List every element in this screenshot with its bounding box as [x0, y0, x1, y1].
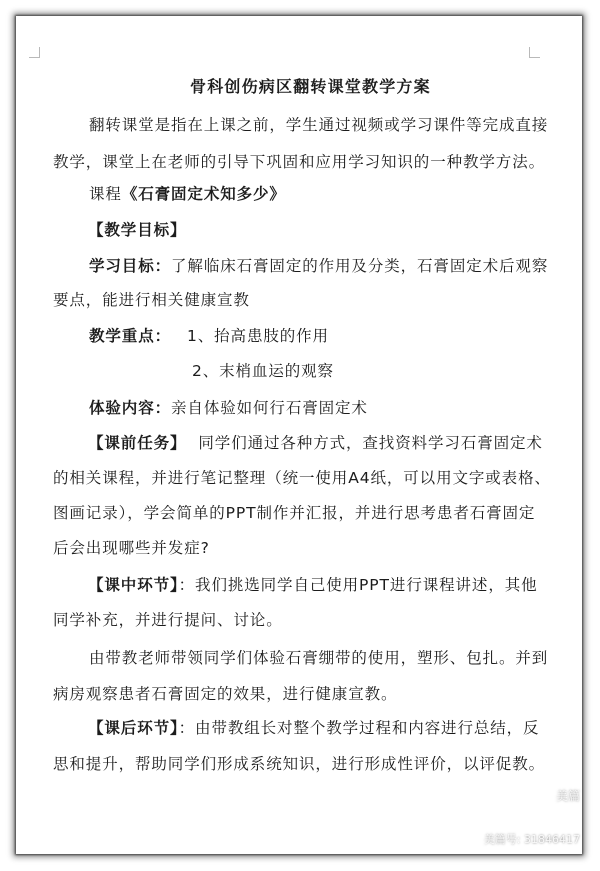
experience-text: 亲自体验如何行石膏固定术 — [171, 399, 368, 417]
learning-objective-text: 了解临床石膏固定的作用及分类，石膏固定术后观察 — [171, 257, 549, 275]
post-class-line-2: 思和提升，帮助同学们形成系统知识，进行形成性评价，以评促教。 — [53, 755, 546, 773]
course-line — [89, 184, 286, 204]
learning-objective-line-2: 要点，能进行相关健康宣教 — [53, 291, 250, 309]
in-class-text-1: ：我们挑选同学自己使用PPT进行课程讲述，其他 — [178, 576, 538, 594]
watermark-logo — [539, 789, 580, 803]
watermark-brand: 美篇 — [555, 789, 580, 803]
post-class-label: 【课后环节】 — [88, 719, 179, 737]
in-class-line-2: 同学补充，并进行提问、讨论。 — [53, 611, 283, 629]
intro-line-1: 翻转课堂是指在上课之前，学生通过视频或学习课件等完成直接 — [89, 116, 549, 134]
document-title: 骨科创伤病区翻转课堂教学方案 — [190, 77, 431, 96]
learning-objective-label: 学习目标： — [89, 257, 172, 275]
pre-class-line-2: 的相关课程，并进行笔记整理（统一使用A4纸，可以用文字或表格、 — [53, 469, 551, 487]
in-class-line-3: 由带教老师带领同学们体验石膏绷带的使用，塑形、包扎。并到 — [89, 649, 549, 667]
course-name: 《石膏固定术知多少》 — [121, 185, 286, 203]
watermark-id: 美篇号: 31846417 — [483, 833, 580, 846]
in-class-label: 【课中环节】 — [88, 576, 179, 594]
pre-class-text-1: 同学们通过各种方式，查找资料学习石膏固定术 — [198, 434, 543, 452]
in-class-line-4: 病房观察患者石膏固定的效果，进行健康宣教。 — [53, 685, 398, 703]
crop-mark-top-left — [29, 47, 40, 58]
key-point-1: 1、抬高患肢的作用 — [187, 327, 329, 345]
pre-class-label: 【课前任务】 — [88, 434, 187, 452]
learning-objective-line-1 — [89, 256, 548, 276]
pre-class-line-1 — [88, 433, 543, 453]
post-class-text-1: ：由带教组长对整个教学过程和内容进行总结，反 — [178, 719, 540, 737]
watermark — [484, 789, 580, 847]
experience-line — [89, 398, 368, 418]
in-class-line-1 — [88, 575, 538, 595]
crop-mark-top-right — [529, 47, 540, 58]
post-class-line-1 — [88, 718, 539, 738]
pre-class-line-4: 后会出现哪些并发症? — [53, 539, 210, 557]
experience-label: 体验内容： — [89, 399, 172, 417]
pre-class-line-3: 图画记录），学会简单的PPT制作并汇报，并进行思考患者石膏固定 — [53, 504, 536, 522]
intro-line-2: 教学，课堂上在老师的引导下巩固和应用学习知识的一种教学方法。 — [53, 153, 546, 171]
objectives-heading: 【教学目标】 — [88, 221, 187, 239]
key-point-2: 2、末梢血运的观察 — [192, 362, 334, 380]
key-points-label: 教学重点： — [89, 327, 172, 345]
course-label: 课程 — [89, 185, 122, 203]
meipian-logo-icon — [539, 789, 553, 803]
